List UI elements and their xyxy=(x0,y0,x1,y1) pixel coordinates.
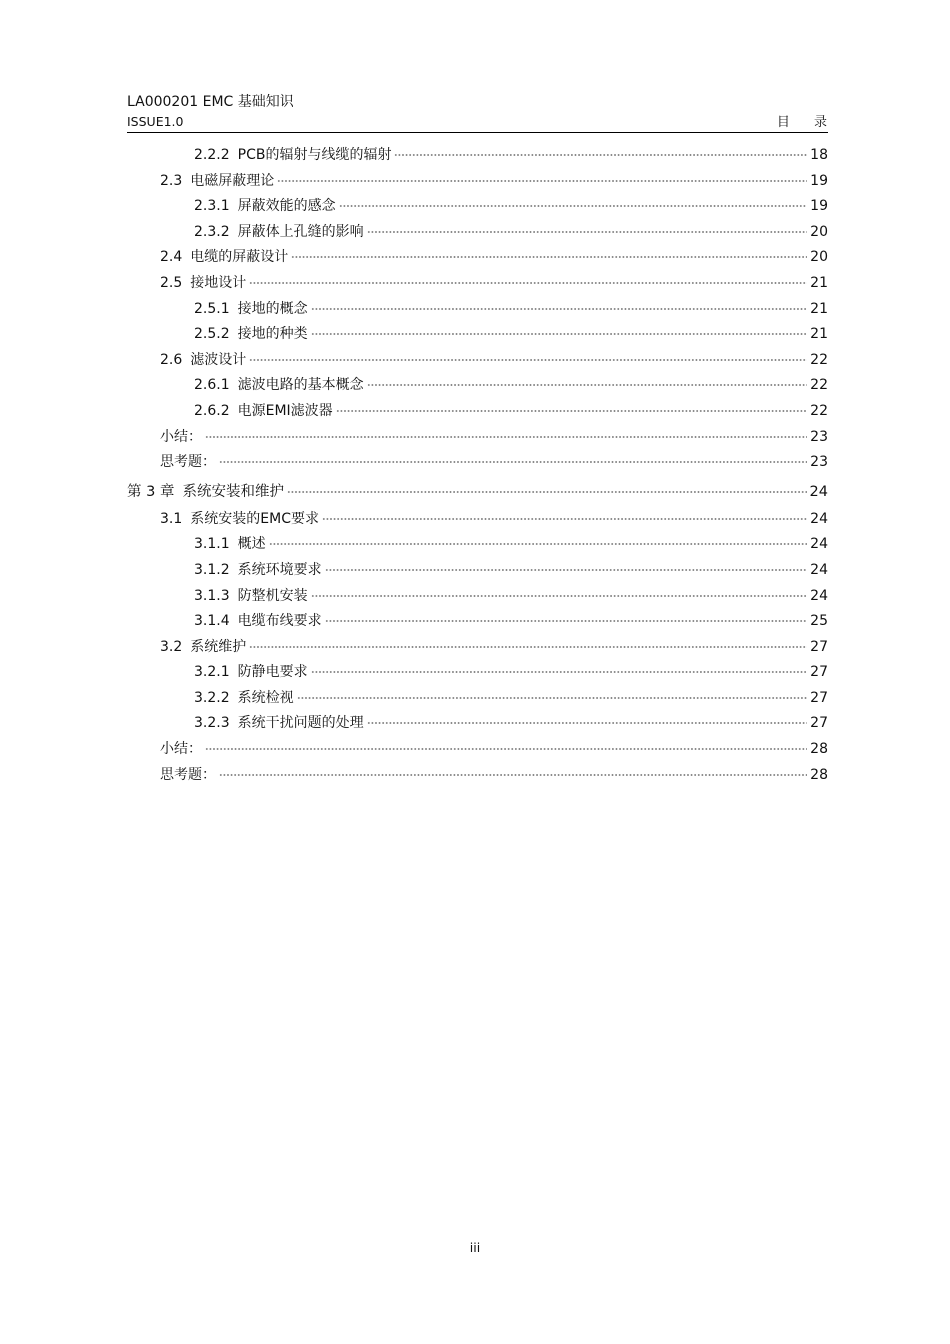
toc-entry-title: 滤波电路的基本概念 xyxy=(237,377,364,394)
header-rule xyxy=(127,132,828,133)
toc-entry[interactable] xyxy=(127,559,828,585)
toc-entry-page: 24 xyxy=(810,510,828,527)
toc-entry-title: 接地的种类 xyxy=(237,326,308,343)
toc-entry-title: 屏蔽体上孔缝的影响 xyxy=(237,223,364,240)
toc-entry-number: 2.6.2 xyxy=(194,402,230,419)
toc-entry[interactable] xyxy=(127,636,828,662)
toc-entry-number: 3.1 xyxy=(160,510,183,527)
toc-leader-dots xyxy=(311,671,808,673)
toc-entry-page: 20 xyxy=(810,223,828,240)
toc-entry[interactable] xyxy=(127,508,828,534)
toc-entry-title: 电缆的屏蔽设计 xyxy=(190,249,289,266)
toc-entry-page: 27 xyxy=(810,689,828,706)
toc-chapter-entry[interactable] xyxy=(127,480,828,508)
toc-leader-dots xyxy=(367,722,808,724)
toc-entry-number: 3.2.2 xyxy=(194,689,230,706)
toc-leader-dots xyxy=(205,748,807,750)
toc-entry-title: 接地的概念 xyxy=(237,300,308,317)
toc-entry-title: 电磁屏蔽理论 xyxy=(190,172,275,189)
toc-entry[interactable] xyxy=(127,144,828,170)
toc-entry-title: 小结： xyxy=(160,428,202,445)
toc-entry-title: 滤波设计 xyxy=(190,351,247,368)
toc-entry[interactable] xyxy=(127,349,828,375)
toc-leader-dots xyxy=(219,461,807,463)
toc-entry[interactable] xyxy=(127,246,828,272)
toc-entry[interactable] xyxy=(127,298,828,324)
toc-entry-page: 22 xyxy=(810,377,828,394)
toc-leader-dots xyxy=(367,384,808,386)
toc-leader-dots xyxy=(311,333,808,335)
toc-entry-page: 25 xyxy=(810,613,828,630)
toc-entry-page: 21 xyxy=(810,300,828,317)
toc-leader-dots xyxy=(311,595,808,597)
toc-entry-title: 防整机安装 xyxy=(237,587,308,604)
toc-entry[interactable] xyxy=(127,323,828,349)
toc-entry-page: 28 xyxy=(810,741,828,758)
toc-leader-dots xyxy=(277,180,807,182)
toc-entry-number: 2.4 xyxy=(160,249,183,266)
toc-entry[interactable] xyxy=(127,661,828,687)
table-of-contents xyxy=(127,144,828,789)
toc-entry[interactable] xyxy=(127,712,828,738)
toc-entry-page: 24 xyxy=(810,587,828,604)
toc-leader-dots xyxy=(325,620,808,622)
toc-entry-number: 2.3 xyxy=(160,172,183,189)
toc-leader-dots xyxy=(205,436,807,438)
toc-entry-title: 防静电要求 xyxy=(237,664,308,681)
toc-entry-number: 3.2 xyxy=(160,638,183,655)
toc-entry[interactable] xyxy=(127,610,828,636)
toc-entry[interactable] xyxy=(127,170,828,196)
toc-entry-number: 3.1.1 xyxy=(194,536,230,553)
toc-entry-number: 3.1.2 xyxy=(194,561,230,578)
toc-entry-title: 思考题： xyxy=(160,766,216,783)
toc-entry-page: 19 xyxy=(810,198,828,215)
toc-leader-dots xyxy=(219,774,807,776)
toc-entry[interactable] xyxy=(127,764,828,790)
toc-entry[interactable] xyxy=(127,738,828,764)
toc-entry-title: 概述 xyxy=(237,536,266,553)
toc-entry-number: 2.5 xyxy=(160,274,183,291)
toc-entry-title: 系统安装的EMC要求 xyxy=(190,510,319,527)
toc-entry-page: 22 xyxy=(810,402,828,419)
toc-leader-dots xyxy=(249,646,807,648)
toc-entry-title: 系统干扰问题的处理 xyxy=(237,715,364,732)
page-header xyxy=(127,93,837,130)
toc-leader-dots xyxy=(325,569,808,571)
toc-entry-title: 系统维护 xyxy=(190,638,247,655)
toc-entry-title: 接地设计 xyxy=(190,274,247,291)
toc-entry-number: 3.2.1 xyxy=(194,664,230,681)
toc-entry[interactable] xyxy=(127,585,828,611)
toc-entry-page: 28 xyxy=(810,766,828,783)
toc-entry-number: 3.2.3 xyxy=(194,715,230,732)
toc-entry[interactable] xyxy=(127,400,828,426)
toc-entry-title: 系统检视 xyxy=(237,689,294,706)
toc-entry-page: 27 xyxy=(810,715,828,732)
toc-entry[interactable] xyxy=(127,687,828,713)
toc-entry-title: 思考题： xyxy=(160,454,216,471)
toc-leader-dots xyxy=(269,543,808,545)
toc-entry[interactable] xyxy=(127,272,828,298)
toc-entry-title: 小结： xyxy=(160,741,202,758)
toc-entry[interactable] xyxy=(127,221,828,247)
toc-entry-title: 电源EMI滤波器 xyxy=(237,402,333,419)
toc-entry-number: 2.6.1 xyxy=(194,377,230,394)
toc-entry-number: 2.5.1 xyxy=(194,300,230,317)
toc-leader-dots xyxy=(336,410,807,412)
toc-leader-dots xyxy=(249,359,807,361)
toc-entry-title: 系统安装和维护 xyxy=(182,483,284,500)
toc-entry-number: 2.2.2 xyxy=(194,147,230,163)
toc-entry-page: 19 xyxy=(810,172,828,189)
toc-entry-page: 22 xyxy=(810,351,828,368)
toc-leader-dots xyxy=(287,491,807,493)
toc-entry-title: 系统环境要求 xyxy=(237,561,322,578)
toc-entry[interactable] xyxy=(127,426,828,452)
toc-leader-dots xyxy=(297,697,808,699)
toc-entry-number: 2.3.2 xyxy=(194,223,230,240)
toc-entry-number: 2.5.2 xyxy=(194,326,230,343)
toc-entry-number: 2.6 xyxy=(160,351,183,368)
toc-entry-page: 23 xyxy=(810,428,828,445)
toc-entry-title: 电缆布线要求 xyxy=(237,613,322,630)
toc-leader-dots xyxy=(367,231,808,233)
toc-entry-page: 24 xyxy=(810,536,828,553)
section-name: 目 录 xyxy=(776,115,837,130)
toc-leader-dots xyxy=(322,518,807,520)
toc-entry-page: 21 xyxy=(810,274,828,291)
toc-entry-page: 24 xyxy=(809,483,828,500)
toc-entry-page: 24 xyxy=(810,561,828,578)
toc-entry[interactable] xyxy=(127,374,828,400)
toc-leader-dots xyxy=(339,205,808,207)
toc-entry-number: 3.1.3 xyxy=(194,587,230,604)
toc-leader-dots xyxy=(291,256,807,258)
toc-leader-dots xyxy=(311,308,808,310)
toc-entry-page: 20 xyxy=(810,249,828,266)
toc-entry-page: 27 xyxy=(810,664,828,681)
toc-entry-page: 18 xyxy=(810,147,828,163)
toc-entry-page: 23 xyxy=(810,454,828,471)
toc-entry[interactable] xyxy=(127,533,828,559)
toc-entry-page: 21 xyxy=(810,326,828,343)
toc-entry-title: PCB的辐射与线缆的辐射 xyxy=(237,147,392,163)
page-number: iii xyxy=(469,1240,481,1255)
toc-leader-dots xyxy=(394,154,807,156)
toc-entry-number: 2.3.1 xyxy=(194,198,230,215)
toc-leader-dots xyxy=(249,282,807,284)
toc-entry[interactable] xyxy=(127,195,828,221)
toc-entry-number: 第 3 章 xyxy=(127,483,175,500)
toc-entry-number: 3.1.4 xyxy=(194,613,230,630)
toc-entry-page: 27 xyxy=(810,638,828,655)
document-title: LA000201 EMC 基础知识 xyxy=(127,94,294,110)
issue-version: ISSUE1.0 xyxy=(127,114,184,129)
toc-entry[interactable] xyxy=(127,451,828,477)
toc-entry-title: 屏蔽效能的感念 xyxy=(237,198,336,215)
